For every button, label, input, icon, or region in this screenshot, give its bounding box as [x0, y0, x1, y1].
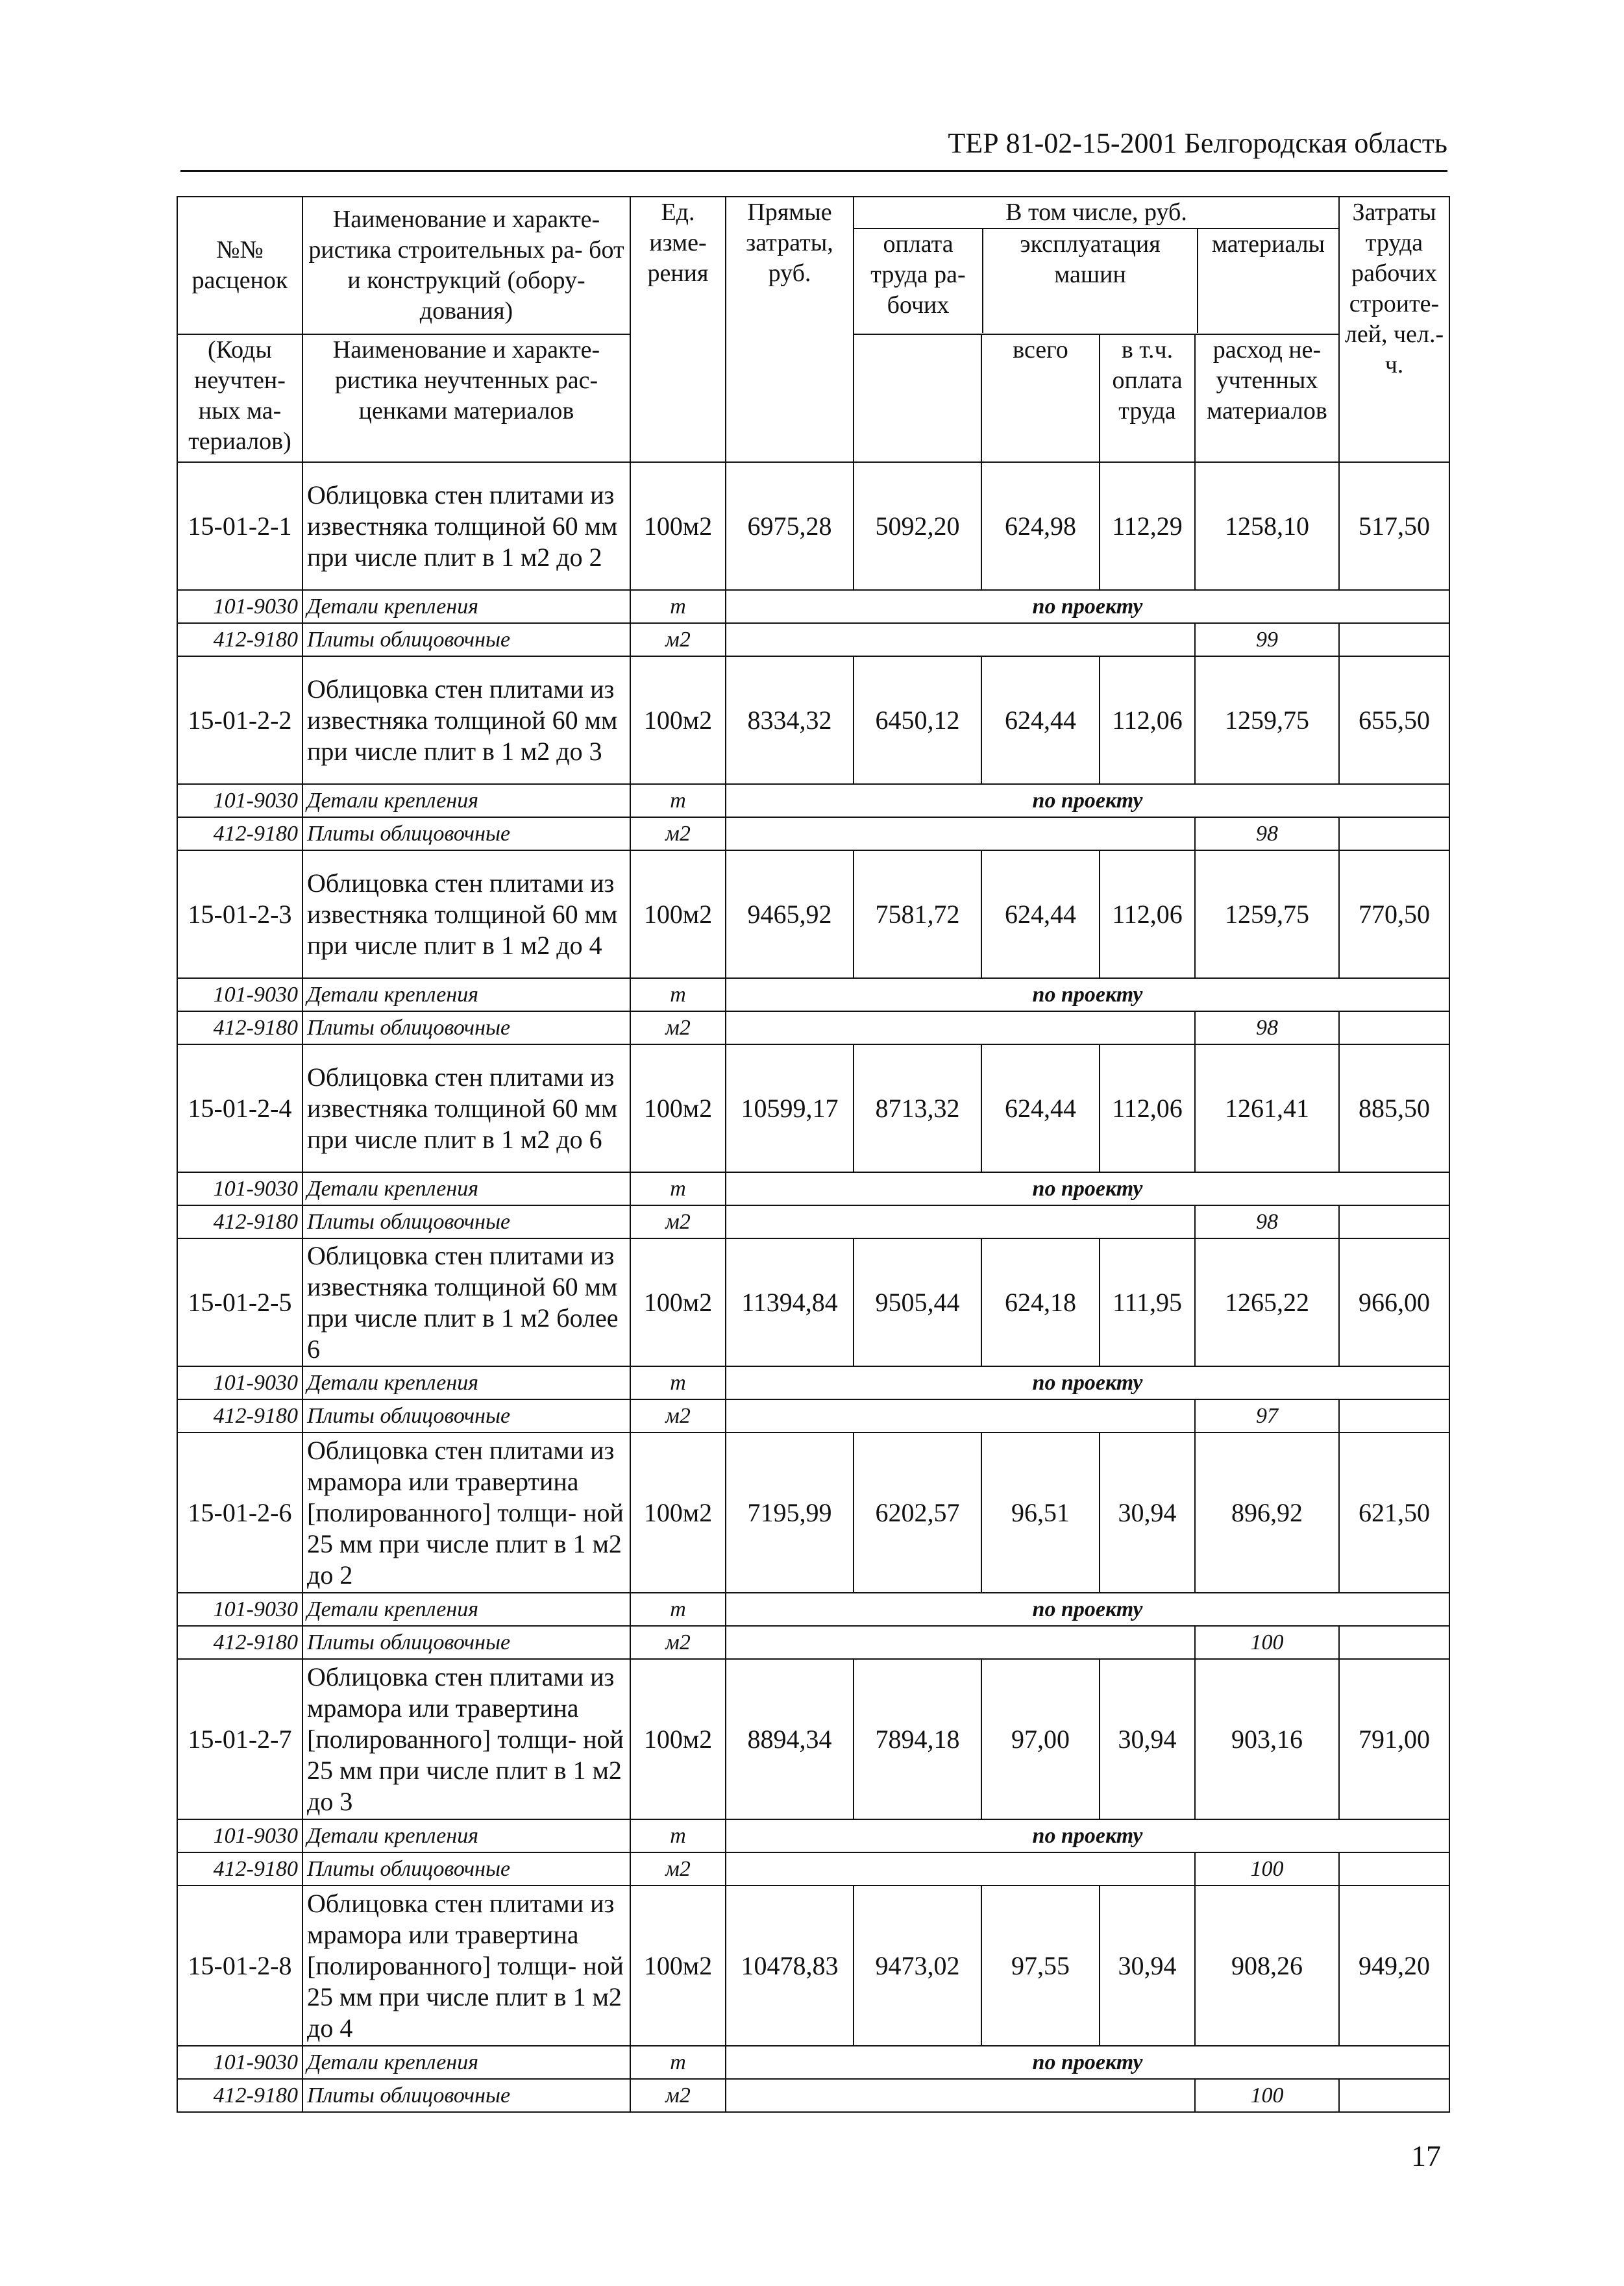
material-unit: т: [630, 1366, 726, 1399]
rate-direct: 11394,84: [726, 1238, 854, 1366]
material-name: Плиты облицовочные: [302, 1205, 630, 1238]
rate-unit: 100м2: [630, 1044, 726, 1172]
rate-machines-total: 624,98: [981, 462, 1100, 590]
document-header: ТЕР 81-02-15-2001 Белгородская область: [948, 127, 1447, 159]
rate-wages: 9473,02: [854, 1886, 981, 2046]
rate-code: 15-01-2-4: [177, 1044, 302, 1172]
material-row: [177, 2046, 1449, 2079]
rate-wages: 7894,18: [854, 1659, 981, 1819]
rate-unit: 100м2: [630, 850, 726, 978]
material-consumption: 100: [1195, 1852, 1339, 1886]
material-unit: т: [630, 2046, 726, 2079]
rate-machines-wages: 30,94: [1100, 1432, 1195, 1593]
material-unit: т: [630, 978, 726, 1011]
empty-cell: [1339, 1399, 1449, 1432]
material-consumption: 99: [1195, 623, 1339, 656]
empty-cell: [1339, 1852, 1449, 1886]
material-unit: т: [630, 590, 726, 623]
material-row: [177, 817, 1449, 850]
col-machines-header: эксплуатация машин: [983, 229, 1198, 333]
material-code: 101-9030: [177, 1819, 302, 1852]
rate-direct: 8334,32: [726, 656, 854, 784]
material-unit: т: [630, 1172, 726, 1205]
material-name: Детали крепления: [302, 1366, 630, 1399]
rate-row: [177, 1432, 1449, 1593]
material-unit: м2: [630, 2079, 726, 2112]
rate-labor: 621,50: [1339, 1432, 1449, 1593]
col-labor-header: Затраты труда рабочих строите- лей, чел.-ч.: [1339, 197, 1449, 462]
material-unit: м2: [630, 1626, 726, 1659]
rate-unit: 100м2: [630, 462, 726, 590]
empty-cell: [726, 623, 1195, 656]
material-row: [177, 1626, 1449, 1659]
material-code: 101-9030: [177, 978, 302, 1011]
rate-direct: 8894,34: [726, 1659, 854, 1819]
rate-direct: 6975,28: [726, 462, 854, 590]
col-name-header: Наименование и характе- ристика строительных ра- бот и конструкций (обору- дования): [302, 197, 630, 334]
rate-materials: 896,92: [1195, 1432, 1339, 1593]
rate-row: [177, 1659, 1449, 1819]
material-code: 101-9030: [177, 1172, 302, 1205]
rate-machines-total: 97,00: [981, 1659, 1100, 1819]
rate-machines-total: 624,18: [981, 1238, 1100, 1366]
rate-materials: 908,26: [1195, 1886, 1339, 2046]
material-unit: м2: [630, 817, 726, 850]
page-number: 17: [1411, 2139, 1441, 2172]
material-unit: т: [630, 784, 726, 817]
rate-code: 15-01-2-3: [177, 850, 302, 978]
material-name: Детали крепления: [302, 784, 630, 817]
material-name: Детали крепления: [302, 590, 630, 623]
empty-cell: [726, 1399, 1195, 1432]
material-code: 101-9030: [177, 784, 302, 817]
rate-machines-wages: 30,94: [1100, 1886, 1195, 2046]
material-name: Плиты облицовочные: [302, 1626, 630, 1659]
rate-unit: 100м2: [630, 656, 726, 784]
rate-direct: 10478,83: [726, 1886, 854, 2046]
material-code: 412-9180: [177, 1399, 302, 1432]
material-name: Плиты облицовочные: [302, 2079, 630, 2112]
material-row: [177, 1172, 1449, 1205]
rate-name: Облицовка стен плитами из мрамора или травертина [полированного] толщи- ной 25 мм при числе плит в 1 м2 до 3: [302, 1659, 630, 1819]
material-unit: м2: [630, 1011, 726, 1044]
rate-labor: 791,00: [1339, 1659, 1449, 1819]
col-unit-header: Ед. изме- рения: [630, 197, 726, 462]
rate-name: Облицовка стен плитами из известняка толщиной 60 мм при числе плит в 1 м2 до 3: [302, 656, 630, 784]
material-row: [177, 1593, 1449, 1626]
rate-wages: 6450,12: [854, 656, 981, 784]
material-code: 412-9180: [177, 1205, 302, 1238]
material-code: 412-9180: [177, 2079, 302, 2112]
material-unit: м2: [630, 623, 726, 656]
rate-machines-wages: 111,95: [1100, 1238, 1195, 1366]
material-row: [177, 1819, 1449, 1852]
rate-labor: 655,50: [1339, 656, 1449, 784]
rate-wages: 5092,20: [854, 462, 981, 590]
col-consumption-header: расход не- учтенных материалов: [1195, 334, 1339, 462]
rate-unit: 100м2: [630, 1886, 726, 2046]
material-consumption: 100: [1195, 1626, 1339, 1659]
material-name: Плиты облицовочные: [302, 1852, 630, 1886]
rate-materials: 903,16: [1195, 1659, 1339, 1819]
material-row: [177, 978, 1449, 1011]
rate-name: Облицовка стен плитами из известняка толщиной 60 мм при числе плит в 1 м2 до 4: [302, 850, 630, 978]
material-unit: т: [630, 1819, 726, 1852]
material-consumption: по проекту: [726, 1172, 1449, 1205]
material-name: Плиты облицовочные: [302, 623, 630, 656]
rate-name: Облицовка стен плитами из известняка толщиной 60 мм при числе плит в 1 м2 более 6: [302, 1238, 630, 1366]
material-consumption: 100: [1195, 2079, 1339, 2112]
rate-machines-wages: 30,94: [1100, 1659, 1195, 1819]
rate-row: [177, 462, 1449, 590]
material-unit: м2: [630, 1852, 726, 1886]
material-code: 412-9180: [177, 1852, 302, 1886]
material-consumption: по проекту: [726, 2046, 1449, 2079]
rate-machines-wages: 112,29: [1100, 462, 1195, 590]
material-consumption: 97: [1195, 1399, 1339, 1432]
col-name2-header: Наименование и характе- ристика неучтенных рас- ценками материалов: [302, 334, 630, 462]
rate-labor: 949,20: [1339, 1886, 1449, 2046]
material-name: Детали крепления: [302, 1172, 630, 1205]
rate-row: [177, 1044, 1449, 1172]
col-code2-header: (Коды неучтен- ных ма- териалов): [177, 334, 302, 462]
material-row: [177, 623, 1449, 656]
material-name: Детали крепления: [302, 978, 630, 1011]
material-row: [177, 1205, 1449, 1238]
material-unit: м2: [630, 1399, 726, 1432]
rate-unit: 100м2: [630, 1238, 726, 1366]
material-code: 412-9180: [177, 1626, 302, 1659]
material-consumption: по проекту: [726, 784, 1449, 817]
rate-unit: 100м2: [630, 1432, 726, 1593]
rate-code: 15-01-2-6: [177, 1432, 302, 1593]
empty-cell: [1339, 1011, 1449, 1044]
rate-labor: 966,00: [1339, 1238, 1449, 1366]
material-unit: м2: [630, 1205, 726, 1238]
material-row: [177, 2079, 1449, 2112]
empty-cell: [1339, 2079, 1449, 2112]
material-row: [177, 1399, 1449, 1432]
rate-code: 15-01-2-2: [177, 656, 302, 784]
col-materials-header: материалы: [1211, 230, 1325, 258]
rate-materials: 1261,41: [1195, 1044, 1339, 1172]
material-consumption: по проекту: [726, 978, 1449, 1011]
rates-table: [177, 196, 1450, 2113]
material-row: [177, 1366, 1449, 1399]
material-code: 412-9180: [177, 623, 302, 656]
rate-machines-wages: 112,06: [1100, 1044, 1195, 1172]
empty-cell: [726, 1852, 1195, 1886]
rate-row: [177, 850, 1449, 978]
material-name: Плиты облицовочные: [302, 1011, 630, 1044]
col-wages-sub: [854, 334, 981, 462]
rate-row: [177, 1238, 1449, 1366]
material-code: 101-9030: [177, 2046, 302, 2079]
rate-name: Облицовка стен плитами из мрамора или травертина [полированного] толщи- ной 25 мм при числе плит в 1 м2 до 2: [302, 1432, 630, 1593]
rate-machines-total: 624,44: [981, 656, 1100, 784]
rate-machines-total: 96,51: [981, 1432, 1100, 1593]
rate-machines-wages: 112,06: [1100, 850, 1195, 978]
material-code: 101-9030: [177, 1366, 302, 1399]
rate-materials: 1259,75: [1195, 656, 1339, 784]
rate-row: [177, 656, 1449, 784]
rate-direct: 7195,99: [726, 1432, 854, 1593]
empty-cell: [1339, 817, 1449, 850]
empty-cell: [1339, 1205, 1449, 1238]
rate-wages: 7581,72: [854, 850, 981, 978]
rate-machines-wages: 112,06: [1100, 656, 1195, 784]
material-row: [177, 590, 1449, 623]
rate-machines-total: 97,55: [981, 1886, 1100, 2046]
material-unit: т: [630, 1593, 726, 1626]
material-name: Плиты облицовочные: [302, 817, 630, 850]
empty-cell: [726, 1205, 1195, 1238]
material-consumption: 98: [1195, 1205, 1339, 1238]
col-code-header: №№ расценок: [177, 197, 302, 334]
rate-materials: 1259,75: [1195, 850, 1339, 978]
empty-cell: [726, 817, 1195, 850]
empty-cell: [726, 1626, 1195, 1659]
rate-machines-total: 624,44: [981, 1044, 1100, 1172]
rate-labor: 517,50: [1339, 462, 1449, 590]
rate-name: Облицовка стен плитами из известняка толщиной 60 мм при числе плит в 1 м2 до 6: [302, 1044, 630, 1172]
empty-cell: [726, 2079, 1195, 2112]
rate-name: Облицовка стен плитами из мрамора или травертина [полированного] толщи- ной 25 мм при числе плит в 1 м2 до 4: [302, 1886, 630, 2046]
material-row: [177, 1011, 1449, 1044]
material-name: Плиты облицовочные: [302, 1399, 630, 1432]
rate-materials: 1265,22: [1195, 1238, 1339, 1366]
empty-cell: [1339, 1626, 1449, 1659]
col-wages-header: оплата труда ра- бочих: [854, 229, 983, 333]
header-rule: [180, 170, 1447, 172]
rate-wages: 6202,57: [854, 1432, 981, 1593]
material-consumption: по проекту: [726, 1819, 1449, 1852]
material-code: 412-9180: [177, 817, 302, 850]
col-total-header: всего: [981, 334, 1100, 462]
rate-unit: 100м2: [630, 1659, 726, 1819]
material-consumption: 98: [1195, 817, 1339, 850]
material-row: [177, 784, 1449, 817]
material-code: 101-9030: [177, 1593, 302, 1626]
empty-cell: [726, 1011, 1195, 1044]
material-code: 412-9180: [177, 1011, 302, 1044]
empty-cell: [1339, 623, 1449, 656]
material-consumption: 98: [1195, 1011, 1339, 1044]
rate-code: 15-01-2-1: [177, 462, 302, 590]
rate-direct: 10599,17: [726, 1044, 854, 1172]
material-name: Детали крепления: [302, 1593, 630, 1626]
rate-machines-total: 624,44: [981, 850, 1100, 978]
col-incl-group: [854, 197, 1339, 334]
rate-code: 15-01-2-7: [177, 1659, 302, 1819]
col-direct-header: Прямые затраты, руб.: [726, 197, 854, 462]
col-incl-header: В том числе, руб.: [854, 197, 1338, 229]
material-name: Детали крепления: [302, 1819, 630, 1852]
material-name: Детали крепления: [302, 2046, 630, 2079]
rate-labor: 885,50: [1339, 1044, 1449, 1172]
rate-materials: 1258,10: [1195, 462, 1339, 590]
material-row: [177, 1852, 1449, 1886]
material-consumption: по проекту: [726, 1593, 1449, 1626]
material-consumption: по проекту: [726, 590, 1449, 623]
rate-row: [177, 1886, 1449, 2046]
rate-labor: 770,50: [1339, 850, 1449, 978]
rate-wages: 8713,32: [854, 1044, 981, 1172]
rate-name: Облицовка стен плитами из известняка толщиной 60 мм при числе плит в 1 м2 до 2: [302, 462, 630, 590]
rate-wages: 9505,44: [854, 1238, 981, 1366]
rate-code: 15-01-2-8: [177, 1886, 302, 2046]
material-consumption: по проекту: [726, 1366, 1449, 1399]
col-incl-wages-header: в т.ч. оплата труда: [1100, 334, 1195, 462]
material-code: 101-9030: [177, 590, 302, 623]
rate-code: 15-01-2-5: [177, 1238, 302, 1366]
rate-direct: 9465,92: [726, 850, 854, 978]
